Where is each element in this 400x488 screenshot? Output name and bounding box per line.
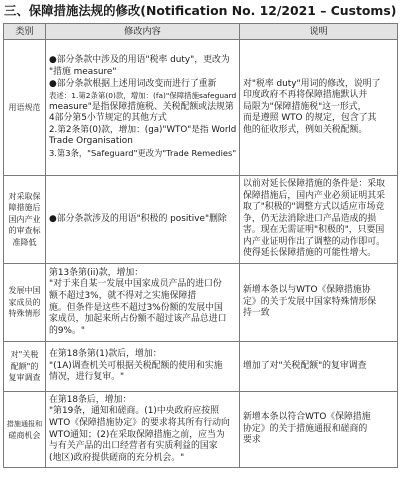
note-line: 而是遵照 WTO 的规定，包含了其 [243, 113, 377, 124]
category-cell [4, 392, 46, 468]
content-line: 4部分第5小节规定的其他方式 [49, 113, 167, 124]
content-line: 施。但条件是这些不超过3%份额的发展中国 [49, 302, 223, 313]
content-line: 2.第2条第(0)款，增加：(ga)"WTO"是指 World [49, 124, 237, 135]
category-line: 磋商机会 [8, 430, 41, 440]
content-line: 额不超过3%，就不得对之实施保障措 [49, 290, 197, 301]
note-cell [240, 264, 398, 342]
content-line: WTO通知；(2)在采取保障措施之前，应当为 [49, 429, 225, 440]
note-line: 持一致 [243, 308, 270, 319]
content-line: "对于来自某一发展中国家成员产品的进口份 [49, 279, 222, 290]
category-line: 的审查标 [8, 226, 41, 236]
header-note: 说明 [240, 24, 398, 40]
content-line: Trade Organisation [49, 136, 133, 147]
content-line: ●部分条款根据上述用词改变而进行了重新 [49, 78, 217, 89]
content-line: 情况，进行复审。" [49, 372, 125, 383]
note-cell [240, 342, 398, 392]
note-line: 定》的关于发展中国家特殊情形保 [243, 296, 377, 307]
category-line: 准降低 [12, 237, 37, 247]
note-line: 要求 [243, 435, 261, 446]
note-line: 争，仍无法消除进口产品造成的损 [243, 213, 377, 224]
content-line: 的9%。" [49, 325, 85, 336]
content-line: 表述：1.第2条第(0)款，增加：(fa)"保障措施safeguard [49, 91, 237, 101]
content-line: "第19条，通知和磋商。(1)中央政府应按照 [49, 406, 219, 417]
note-line: 使得延长保障措施的可能性增大。 [243, 248, 377, 259]
note-line: 内产业证明作出了调整的动作即可。 [243, 236, 385, 247]
content-line: WTO《保障措施协定》的要求将其所有行动向 [49, 417, 230, 428]
content-line: 在第18条后，增加： [49, 394, 132, 405]
content-line: 与有关产品的出口经营者有实质利益的国家 [49, 441, 218, 452]
table-header-row [4, 24, 398, 40]
category-cell [4, 342, 46, 392]
note-line: 害。现在无需证明"积极的"，只要国 [243, 225, 385, 236]
content-line: ●部分条款涉及的用语"积极的 positive"删除 [49, 213, 227, 224]
content-cell [46, 342, 240, 392]
note-line: 保障措施后，国内产业必须证明其采 [243, 190, 385, 201]
content-line: "措施 measure" [49, 66, 117, 77]
content-line: measure"是指保障措施税、关税配额或法规第 [49, 101, 234, 112]
content-line: 在第18条第(1)款后，增加： [49, 349, 162, 360]
content-line: 家成员，加起来所占份额不超过该产品总进口 [49, 314, 227, 325]
table-row [4, 342, 398, 392]
content-line: 第13条第(ii)款，增加： [49, 267, 144, 278]
category-line: 对"关税 [10, 350, 39, 360]
category-line: 国内产业 [8, 214, 41, 224]
category-line: 障措施后 [8, 203, 41, 213]
note-line: 增加了对"关税配额"的复审调查 [243, 360, 367, 371]
table-row [4, 40, 398, 176]
note-line: 印度政府不再将保障措施默认并 [243, 90, 368, 101]
category-line: 发展中国 [8, 286, 41, 296]
content-cell [46, 264, 240, 342]
note-cell [240, 392, 398, 468]
category-cell [4, 176, 46, 264]
content-line: "(1A)调查机关可根据关税配额的使用和实施 [49, 360, 223, 371]
note-cell [240, 40, 398, 176]
note-line: 以前对延长保障措施的条件是：采取 [243, 178, 385, 189]
category-line: 对采取保 [8, 191, 41, 201]
content-cell [46, 40, 240, 176]
section-title: 三、保障措施法规的修改(Notification No. 12/2021 – Customs) [4, 3, 397, 18]
table-row [4, 264, 398, 342]
note-line: 新增本条以符合WTO《保障措施 [243, 412, 371, 423]
amendment-table [3, 23, 398, 468]
table-row [4, 392, 398, 468]
note-line: 对"税率 duty"用词的修改，说明了 [243, 78, 381, 89]
content-cell [46, 176, 240, 264]
table-row [4, 176, 398, 264]
note-line: 协定》的关于措施通报和磋商的 [243, 423, 368, 434]
note-cell [240, 176, 398, 264]
content-line: ●部分条款中涉及的用语"税率 duty"，更改为 [49, 55, 230, 66]
header-category: 类别 [4, 24, 46, 40]
note-line: 局限为"保障措施税"这一形式， [243, 101, 367, 112]
category-line: 措施通报和 [6, 418, 43, 428]
note-line: 新增本条以与WTO《保障措施协 [243, 285, 371, 296]
note-line: 取了"积极的"调整方式以适应市场竞 [243, 202, 385, 213]
category-cell [4, 264, 46, 342]
category-line: 家成员的 [8, 297, 41, 307]
category-line: 特殊情形 [8, 309, 41, 319]
content-cell [46, 392, 240, 468]
header-content: 修改内容 [46, 24, 240, 40]
category-line: 配额"的 [10, 361, 39, 371]
category-cell [4, 40, 46, 176]
content-line: (地区)政府提供磋商的充分机会。" [49, 452, 185, 463]
category-line: 复审调查 [8, 373, 41, 383]
category-line: 用语规范 [8, 102, 41, 112]
content-line: 3.第3条，"Safeguard"更改为"Trade Remedies" [49, 148, 237, 159]
note-line: 他的征收形式，例如关税配额。 [243, 124, 368, 135]
